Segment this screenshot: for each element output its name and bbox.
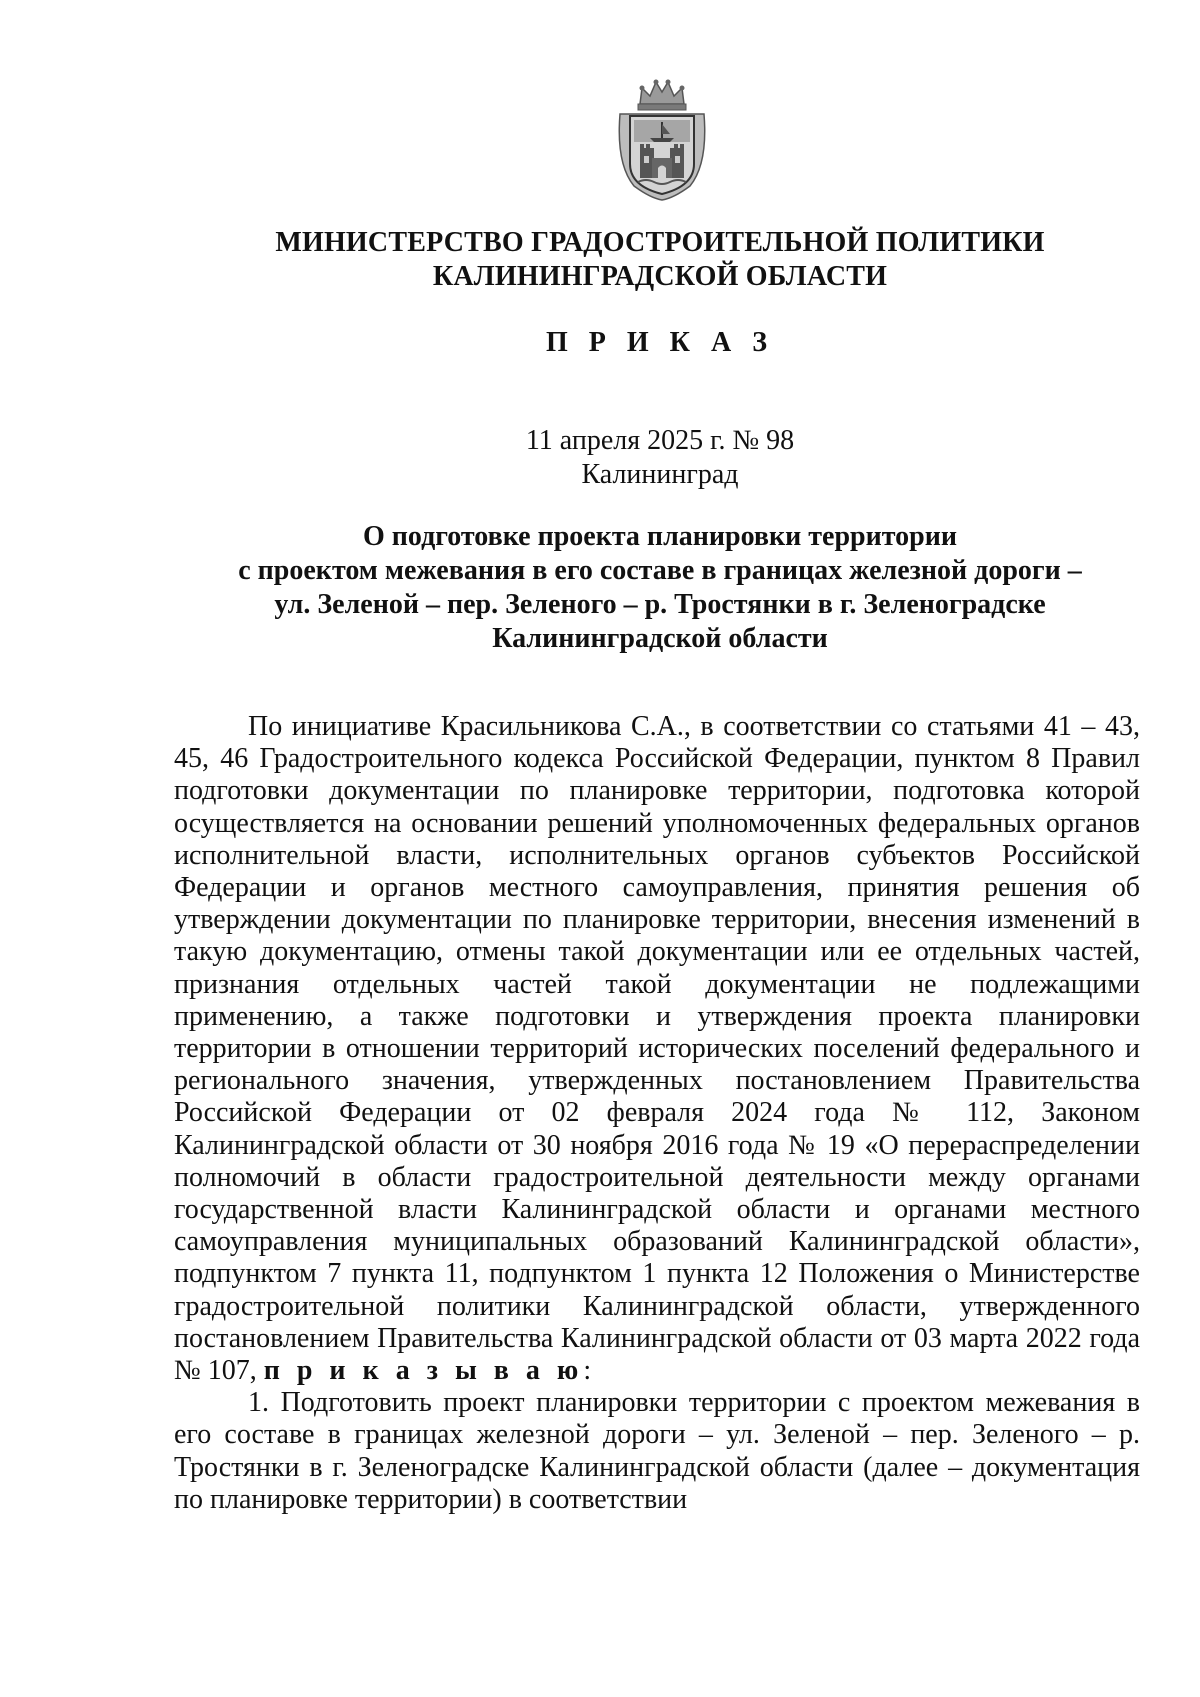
item-1-paragraph: 1. Подготовить проект планировки территории с проектом межевания в его составе в границах железной дороги – ул. Зеленой – пер. Зеленого – р. Тростянки в г. Зеленоградске Калининградской области (далее – документация по планировке территории) в соответствии <box>174 1387 1140 1515</box>
order-colon: : <box>583 1355 592 1387</box>
coat-of-arms-icon <box>612 74 712 202</box>
ministry-name-line1: МИНИСТЕРСТВО ГРАДОСТРОИТЕЛЬНОЙ ПОЛИТИКИ <box>275 227 1045 258</box>
city-name: Калининград <box>581 459 739 490</box>
date-and-number: 11 апреля 2025 г. № 98 <box>525 425 795 456</box>
preamble-text: По инициативе Красильникова С.А., в соответствии со статьями 41 – 43, 45, 46 Градостроительного кодекса Российской Федерации, пунктом 8 Правил подготовки документации по планировке территории, подготовка которой осуществляется на основании решений уполномоченных федеральных органов исполнительной власти, исполнительных органов субъектов Российской Федерации и органов местного самоуправления, принятия решения об утверждении документации по планировке территории, внесения изменений в такую документацию, отмены такой документации или ее отдельных частей, признания отдельных частей такой документации не подлежащими применению, а также подготовки и утверждения проекта планировки территории в отношении территорий исторических поселений федерального и регионального значения, утвержденных постановлением Правительства Российской Федерации от 02 февраля 2024 года № 112, Законом Калининградской области от 30 ноября 2016 года № 19 «О перераспределении полномочий в области градостроительной деятельности между органами государственной власти Калининградской области и органами местного самоуправления муниципальных образований Калининградской области», подпунктом 7 пункта 11, подпунктом 1 пункта 12 Положения о Министерстве градостроительной политики Калининградской области, утвержденного постановлением Правительства Калининградской области от 03 марта 2022 года № 107, <box>174 711 1140 1387</box>
subject-line1: О подготовке проекта планировки территории <box>362 521 957 552</box>
ministry-name <box>160 226 1160 294</box>
subject-line2: с проектом межевания в его составе в границах железной дороги – <box>238 555 1082 586</box>
ministry-name-line2: КАЛИНИНГРАДСКОЙ ОБЛАСТИ <box>432 261 888 292</box>
order-body <box>174 711 1140 1516</box>
subject-line3: ул. Зеленой – пер. Зеленого – р. Тростянки в г. Зеленоградске <box>274 589 1046 620</box>
order-word: п р и к а з ы в а ю <box>263 1355 584 1387</box>
dateline <box>160 424 1160 492</box>
order-subject <box>160 520 1160 656</box>
document-type-title: П Р И К А З <box>546 327 774 358</box>
subject-line4: Калининградской области <box>492 623 828 654</box>
preamble-paragraph <box>174 711 1140 1387</box>
